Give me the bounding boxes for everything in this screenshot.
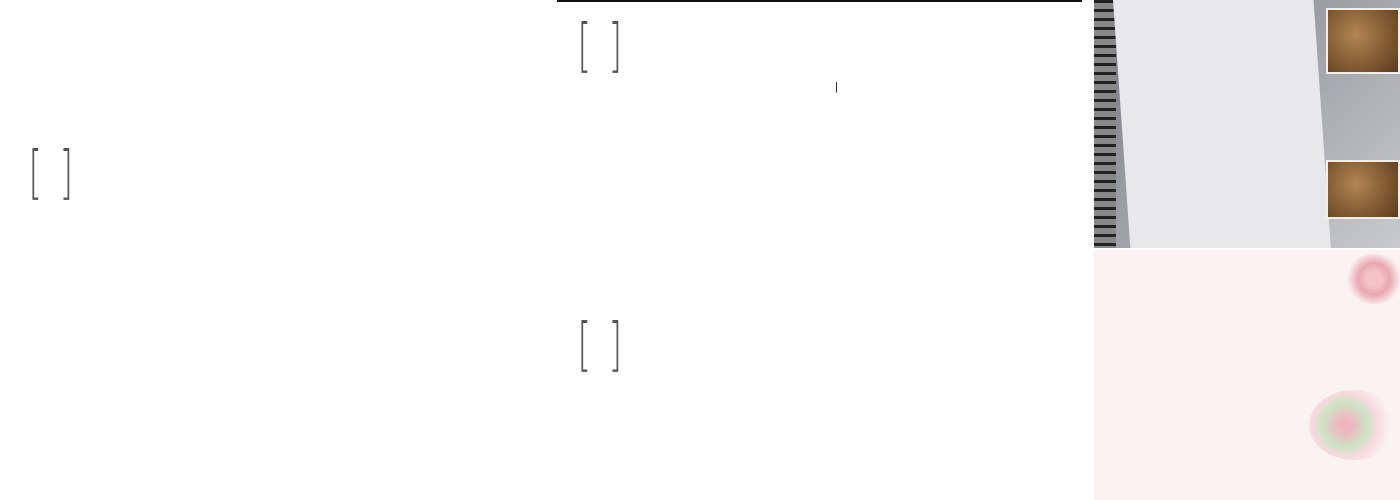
side-salad-note xyxy=(173,163,513,166)
left-bracket: [ xyxy=(28,138,43,206)
menu-page xyxy=(1113,0,1331,248)
salads-heading xyxy=(573,11,626,79)
flower-decoration xyxy=(1309,390,1399,460)
salads-column-2 xyxy=(831,78,1081,116)
menu-photo xyxy=(1094,0,1400,248)
soup-item: | xyxy=(835,81,838,93)
right-bracket: ] xyxy=(608,11,622,79)
top-divider xyxy=(557,0,1082,2)
left-bracket: [ xyxy=(577,310,592,378)
left-bracket: [ xyxy=(577,11,592,79)
food-thumbnail-1 xyxy=(1326,8,1400,74)
spiral-binding xyxy=(1094,0,1116,248)
right-bracket: ] xyxy=(608,310,622,378)
food-thumbnail-2 xyxy=(1326,160,1400,219)
quiche-name xyxy=(831,98,1081,112)
right-bracket: ] xyxy=(59,138,73,206)
entrees-heading xyxy=(24,138,77,206)
menu-page-text xyxy=(1122,0,1306,11)
appetizers-heading xyxy=(573,310,626,378)
flower-decoration xyxy=(1344,254,1400,304)
quiche-item xyxy=(831,98,1081,112)
mothers-day-flyer xyxy=(1094,250,1400,500)
